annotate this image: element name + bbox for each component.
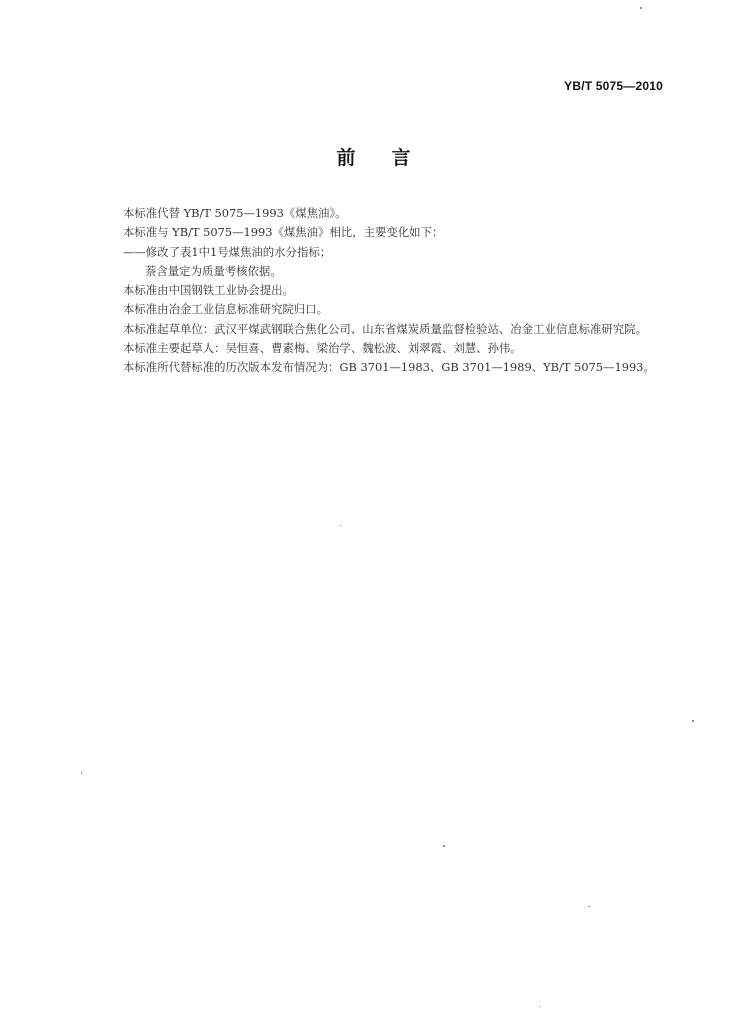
scan-speck bbox=[81, 772, 82, 774]
scan-speck bbox=[443, 845, 445, 847]
page-title: 前言 bbox=[336, 147, 447, 169]
paragraph-drafters: 本标准主要起草人：吴恒喜、曹素梅、梁治学、魏松波、刘翠霞、刘慧、孙伟。 bbox=[123, 341, 522, 356]
paragraph-change-item: ——修改了表1中1号煤焦油的水分指标； bbox=[123, 244, 332, 259]
paragraph-centralized-by: 本标准由冶金工业信息标准研究院归口。 bbox=[123, 302, 329, 317]
paragraph-proposed-by: 本标准由中国钢铁工业协会提出。 bbox=[123, 283, 294, 298]
paragraph-replaces: 本标准代替 YB/T 5075—1993《煤焦油》。 bbox=[123, 206, 347, 220]
scan-speck bbox=[340, 525, 341, 526]
foreword-body bbox=[89, 204, 679, 378]
scan-speck bbox=[692, 720, 694, 722]
scan-speck bbox=[539, 1006, 540, 1007]
paragraph-previous-editions: 本标准所代替标准的历次版本发布情况为：GB 3701—1983、GB 3701—1989、YB/T 5075—1993。 bbox=[123, 360, 655, 375]
paragraph-changes-intro: 本标准与 YB/T 5075—1993《煤焦油》相比，主要变化如下： bbox=[123, 225, 444, 240]
paragraph-change-item-cont: 萘含量定为质量考核依据。 bbox=[145, 263, 282, 278]
scan-speck bbox=[588, 906, 590, 907]
paragraph-drafting-units: 本标准起草单位：武汉平煤武钢联合焦化公司、山东省煤炭质量监督检验站、冶金工业信息标准研究院。 bbox=[123, 321, 647, 336]
standard-number: YB/T 5075—2010 bbox=[564, 79, 663, 93]
scan-speck bbox=[640, 7, 642, 9]
